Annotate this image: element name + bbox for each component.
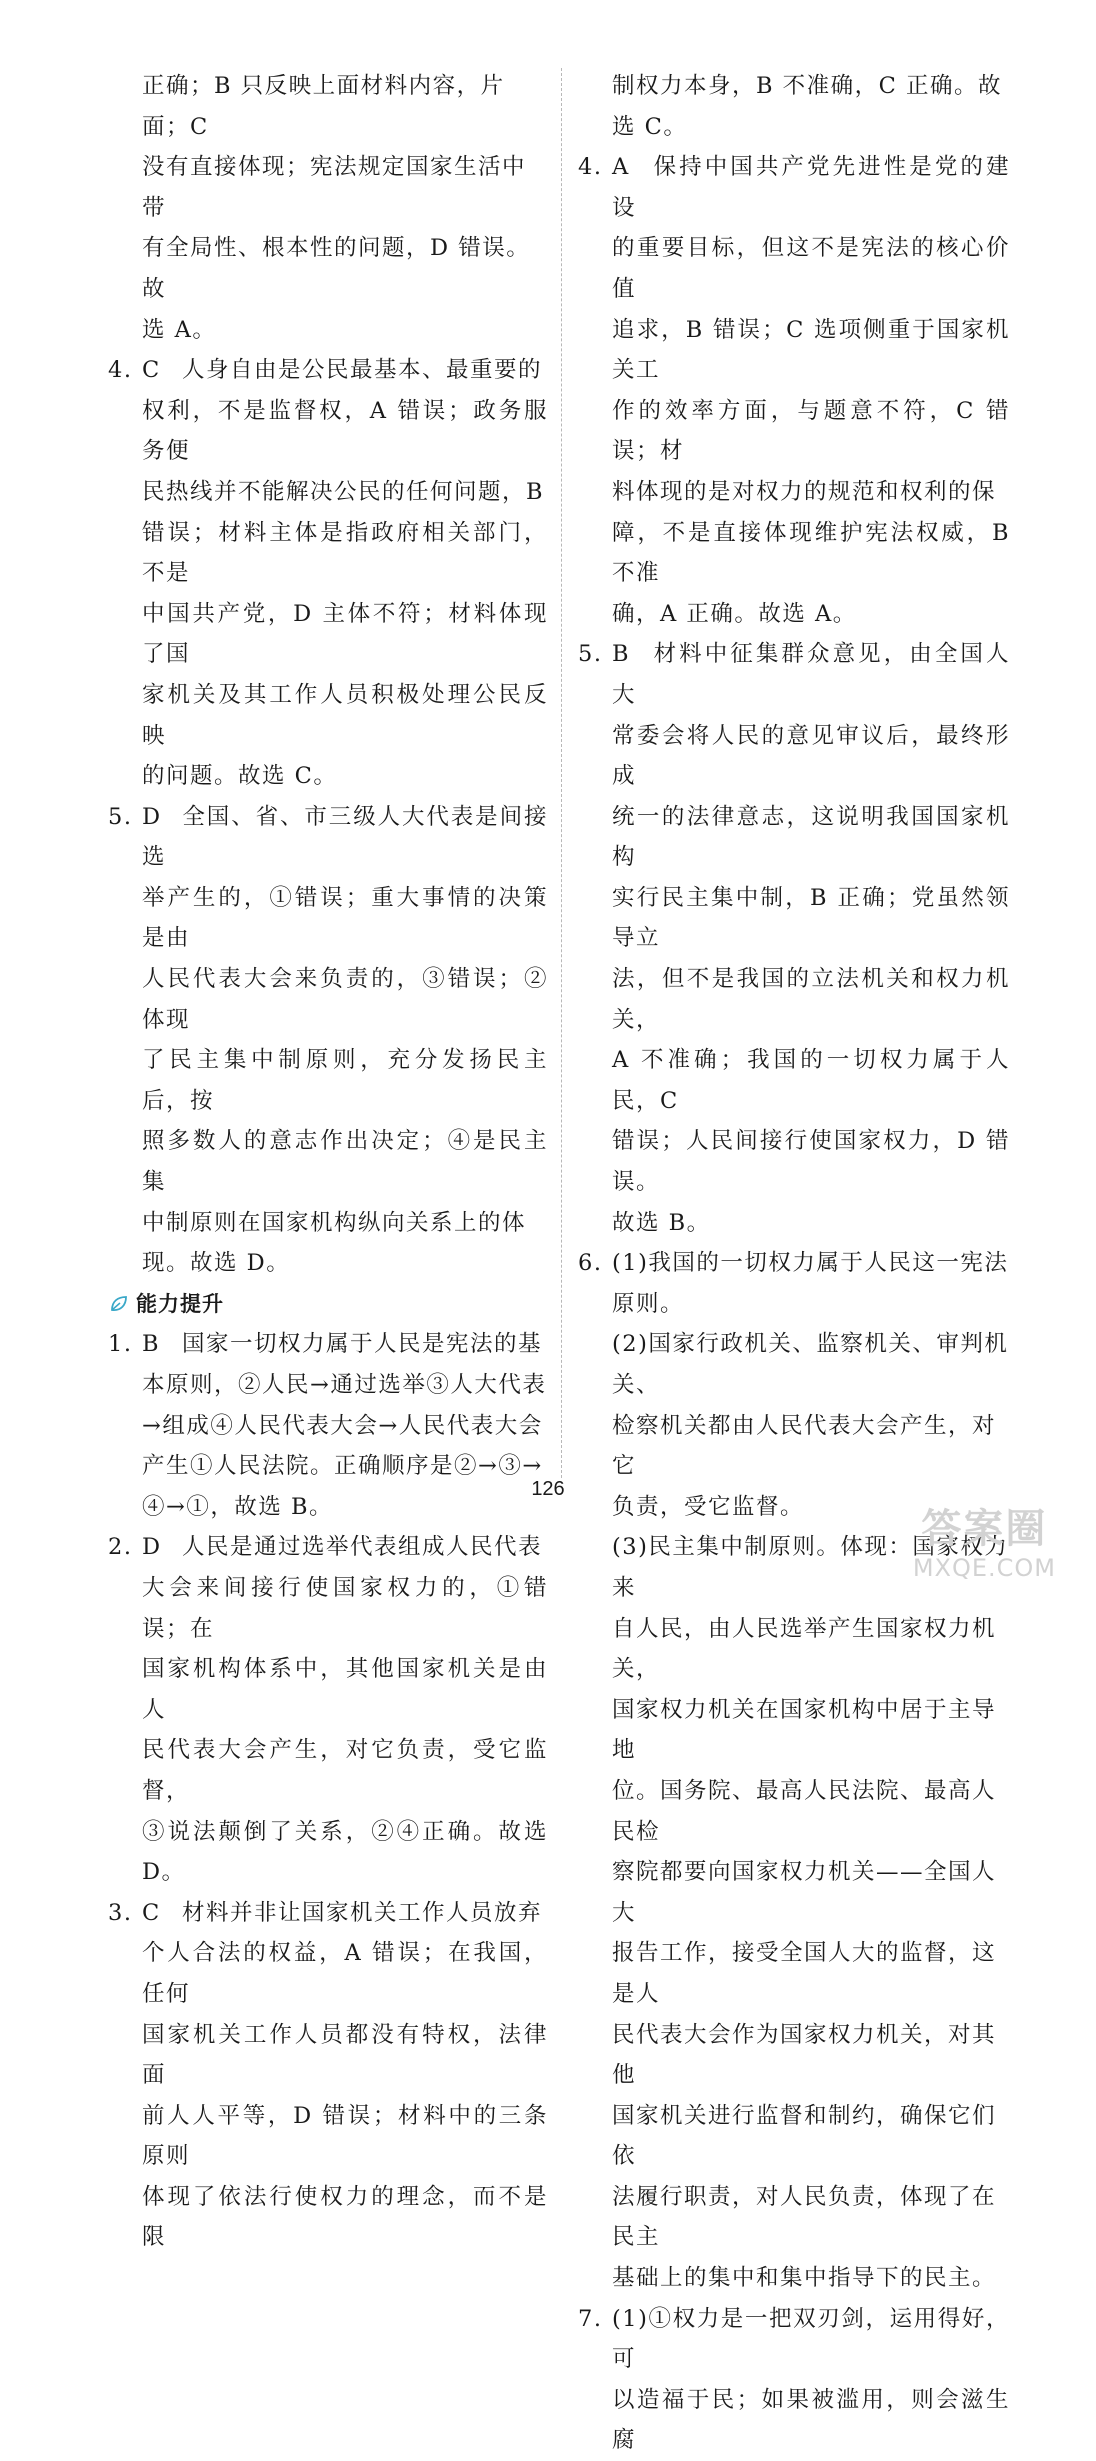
text-line: 故选 B。 [612, 1209, 711, 1236]
answer-letter: D [142, 803, 162, 830]
text-line: 国家机构体系中，其他国家机关是由人 [142, 1656, 548, 1723]
text-line: 选 A。 [142, 316, 217, 343]
continued-ability-answer-3 [578, 66, 1010, 147]
answer-letter: C [142, 357, 161, 384]
ability-item-4 [578, 147, 1010, 634]
item-number: 3. [108, 1899, 133, 1926]
text-line: 国家机关工作人员都没有特权，法律面 [142, 2021, 548, 2089]
text-line: (2)国家行政机关、监察机关、审判机关、 [612, 1331, 1009, 1398]
text-line: 报告工作，接受全国人大的监督，这是人 [612, 1940, 997, 2007]
item-number: 7. [578, 2305, 603, 2332]
text-line: 了民主集中制原则，充分发扬民主后，按 [142, 1047, 548, 1114]
text-line: 以造福于民；如果被滥用，则会滋生腐 [612, 2386, 1010, 2454]
answer-letter: A [612, 154, 630, 181]
text-line: 追求，B 错误；C 选项侧重于国家机关工 [612, 316, 1010, 384]
text-line: 料体现的是对权力的规范和权利的保 [612, 478, 997, 505]
text-line: 保持中国共产党先进性是党的建设 [612, 154, 1010, 221]
leaf-icon [108, 1293, 130, 1315]
text-line: 实行民主集中制，B 正确；党虽然领导立 [612, 884, 1010, 952]
text-line: 没有直接体现；宪法规定国家生活中带 [142, 154, 527, 221]
text-line: (1)①权力是一把双刃剑，运用得好，可 [612, 2305, 1010, 2373]
ability-item-3 [108, 1893, 548, 2258]
text-line: 原则。 [612, 1290, 685, 1317]
text-line: 错误；材料主体是指政府相关部门，不是 [142, 519, 548, 587]
item-number: 2. [108, 1534, 133, 1561]
right-column [578, 66, 1010, 2461]
text-line: 民代表大会作为国家权力机关，对其他 [612, 2021, 997, 2089]
text-line: 家机关及其工作人员积极处理公民反映 [142, 681, 548, 749]
text-line: 全国、省、市三级人大代表是间接选 [142, 803, 548, 871]
item-number: 5. [108, 803, 133, 830]
text-line: 民代表大会产生，对它负责，受它监督， [142, 1737, 548, 1804]
text-line: 照多数人的意志作出决定；④是民主集 [142, 1128, 548, 1196]
text-line: 正确；B 只反映上面材料内容，片面；C [142, 73, 505, 140]
ability-item-7 [578, 2299, 1010, 2461]
text-line: →组成④人民代表大会→人民代表大会 [142, 1412, 543, 1439]
text-line: 制权力本身，B 不准确，C 正确。故 [612, 73, 1003, 99]
text-line: 材料中征集群众意见，由全国人大 [612, 641, 1010, 708]
ability-item-6-part-3 [578, 1527, 1010, 2298]
continued-answer-3 [108, 66, 548, 350]
answer-letter: B [142, 1331, 161, 1358]
text-line: (3)民主集中制原则。体现：国家权力来 [612, 1534, 1009, 1601]
item-number: 1. [108, 1331, 133, 1358]
text-line: 统一的法律意志，这说明我国国家机构 [612, 803, 1010, 871]
answer-letter: B [612, 641, 631, 668]
text-line: 障，不是直接体现维护宪法权威，B 不准 [612, 519, 1010, 587]
text-line: 位。国务院、最高人民法院、最高人民检 [612, 1777, 997, 1845]
text-line: 法，但不是我国的立法机关和权力机关， [612, 966, 1010, 1033]
text-line: 中制原则在国家机构纵向关系上的体 [142, 1209, 527, 1236]
text-line: 国家一切权力属于人民是宪法的基 [182, 1331, 543, 1358]
text-line: 权利，不是监督权，A 错误；政务服务便 [142, 397, 548, 465]
text-line: 常委会将人民的意见审议后，最终形成 [612, 722, 1010, 790]
text-line: 前人人平等，D 错误；材料中的三条原则 [142, 2102, 548, 2170]
text-line: 民热线并不能解决公民的任何问题，B [142, 478, 545, 505]
text-line: 国家权力机关在国家机构中居于主导地 [612, 1696, 997, 1764]
text-line: 基础上的集中和集中指导下的民主。 [612, 2265, 997, 2292]
text-line: 错误；人民间接行使国家权力，D 错误。 [612, 1128, 1010, 1196]
text-line: 作的效率方面，与题意不符，C 错误；材 [612, 397, 1010, 465]
section-title: 能力提升 [136, 1291, 224, 1316]
answer-letter: C [142, 1899, 161, 1926]
answer-letter: D [142, 1534, 162, 1561]
item-number: 6. [578, 1250, 603, 1277]
text-line: 检察机关都由人民代表大会产生，对它 [612, 1412, 997, 1480]
text-line: 国家机关进行监督和制约，确保它们依 [612, 2102, 997, 2170]
ability-item-2 [108, 1527, 548, 1892]
text-line: 材料并非让国家机关工作人员放弃 [182, 1899, 543, 1926]
section-heading [108, 1284, 548, 1325]
text-line: 本原则，②人民→通过选举③人大代表 [142, 1372, 547, 1398]
text-line: 举产生的，①错误；重大事情的决策是由 [142, 884, 548, 952]
ability-item-6 [578, 1243, 1010, 1324]
text-line: 选 C。 [612, 113, 688, 140]
text-line: 人身自由是公民最基本、最重要的 [182, 357, 543, 384]
text-line: 有全局性、根本性的问题，D 错误。故 [142, 235, 531, 302]
text-line: 中国共产党，D 主体不符；材料体现了国 [142, 600, 548, 668]
watermark-logo-text: 答案圈 [921, 1506, 1048, 1552]
text-line: 的重要目标，但这不是宪法的核心价值 [612, 235, 1010, 302]
text-line: 个人合法的权益，A 错误；在我国，任何 [142, 1940, 548, 2007]
text-line: 人民代表大会来负责的，③错误；②体现 [142, 966, 548, 1033]
text-line: 现。故选 D。 [142, 1250, 291, 1277]
answer-item-5 [108, 797, 548, 1284]
text-line: 的问题。故选 C。 [142, 763, 338, 790]
item-number: 4. [578, 154, 603, 181]
text-line: 大会来间接行使国家权力的，①错误；在 [142, 1574, 548, 1642]
text-line: 产生①人民法院。正确顺序是②→③→ [142, 1453, 543, 1480]
text-line: 自人民，由人民选举产生国家权力机关， [612, 1615, 997, 1683]
watermark-url: MXQE.COM [912, 1554, 1056, 1582]
answer-item-4 [108, 350, 548, 797]
text-line: 察院都要向国家权力机关——全国人大 [612, 1859, 997, 1926]
text-line: ③说法颠倒了关系，②④正确。故选 D。 [142, 1818, 548, 1886]
text-line: 确，A 正确。故选 A。 [612, 600, 857, 627]
text-line: 人民是通过选举代表组成人民代表 [182, 1534, 543, 1561]
item-number: 5. [578, 641, 603, 668]
text-line: ④→①，故选 B。 [142, 1493, 334, 1520]
left-column [108, 66, 548, 2258]
text-line: A 不准确；我国的一切权力属于人民，C [612, 1047, 1010, 1114]
column-divider [561, 68, 562, 1478]
page-number: 126 [531, 1478, 565, 1500]
text-line: (1)我国的一切权力属于人民这一宪法 [612, 1250, 1009, 1277]
ability-item-5 [578, 634, 1010, 1243]
watermark [913, 1497, 1056, 1582]
text-line: 法履行职责，对人民负责，体现了在民主 [612, 2183, 997, 2251]
text-line: 负责，受它监督。 [612, 1493, 805, 1520]
item-number: 4. [108, 357, 133, 384]
text-line: 体现了依法行使权力的理念，而不是限 [142, 2183, 548, 2251]
